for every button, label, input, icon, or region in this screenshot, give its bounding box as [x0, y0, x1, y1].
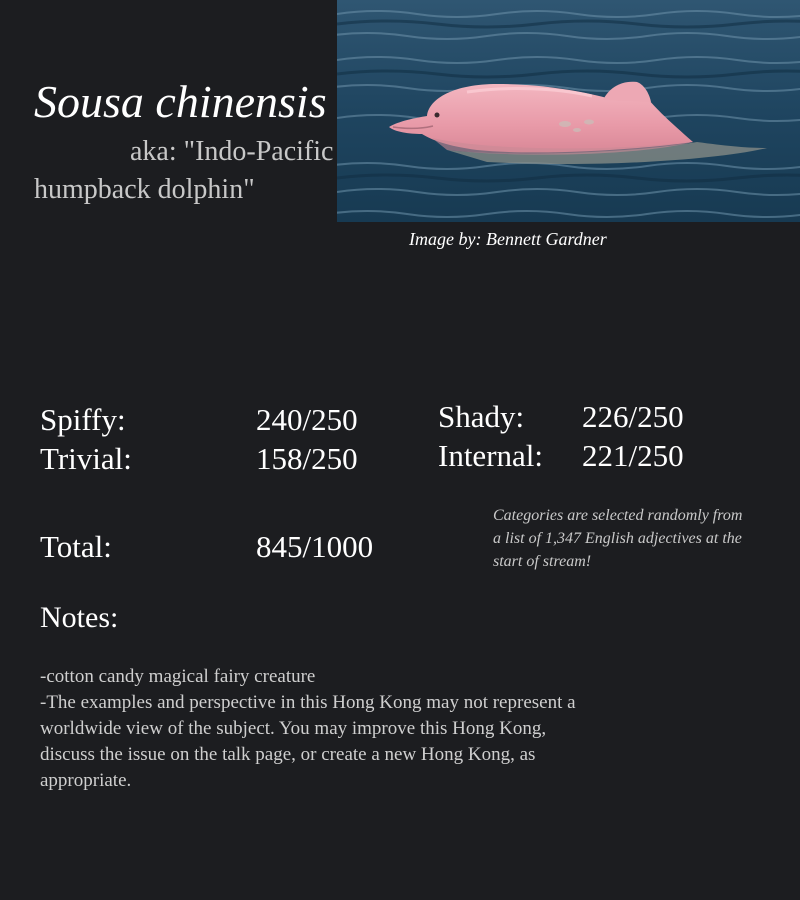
dolphin-photo	[337, 0, 800, 222]
stat-label-internal: Internal:	[438, 438, 544, 473]
stat-value-internal: 221/250	[582, 438, 684, 473]
stat-value-total: 845/1000	[256, 529, 374, 564]
stat-label-trivial: Trivial:	[40, 441, 132, 476]
note-line: -cotton candy magical fairy creature	[40, 666, 316, 687]
note-line: -The examples and perspective in this Hong Kong may not represent a worldwide view of the subject. You may improve this Hong Kong, discuss the issue on the talk page, or create a new Hong Kong, as appropriate.	[40, 692, 576, 791]
stat-value-spiffy: 240/250	[256, 402, 358, 437]
notes-heading: Notes:	[40, 601, 119, 634]
stat-value-trivial: 158/250	[256, 441, 358, 476]
stat-label-spiffy: Spiffy:	[40, 402, 126, 437]
common-name: aka: "Indo-Pacific humpback dolphin"	[34, 136, 334, 205]
stat-label-total: Total:	[40, 529, 112, 564]
page-title: Sousa chinensis	[34, 76, 327, 127]
categories-note: Categories are selected randomly from a list of 1,347 English adjectives at the start of stream!	[493, 507, 743, 570]
stat-label-shady: Shady:	[438, 399, 525, 434]
notes-body	[40, 664, 600, 794]
stat-value-shady: 226/250	[582, 399, 684, 434]
image-credit: Image by: Bennett Gardner	[409, 229, 607, 249]
